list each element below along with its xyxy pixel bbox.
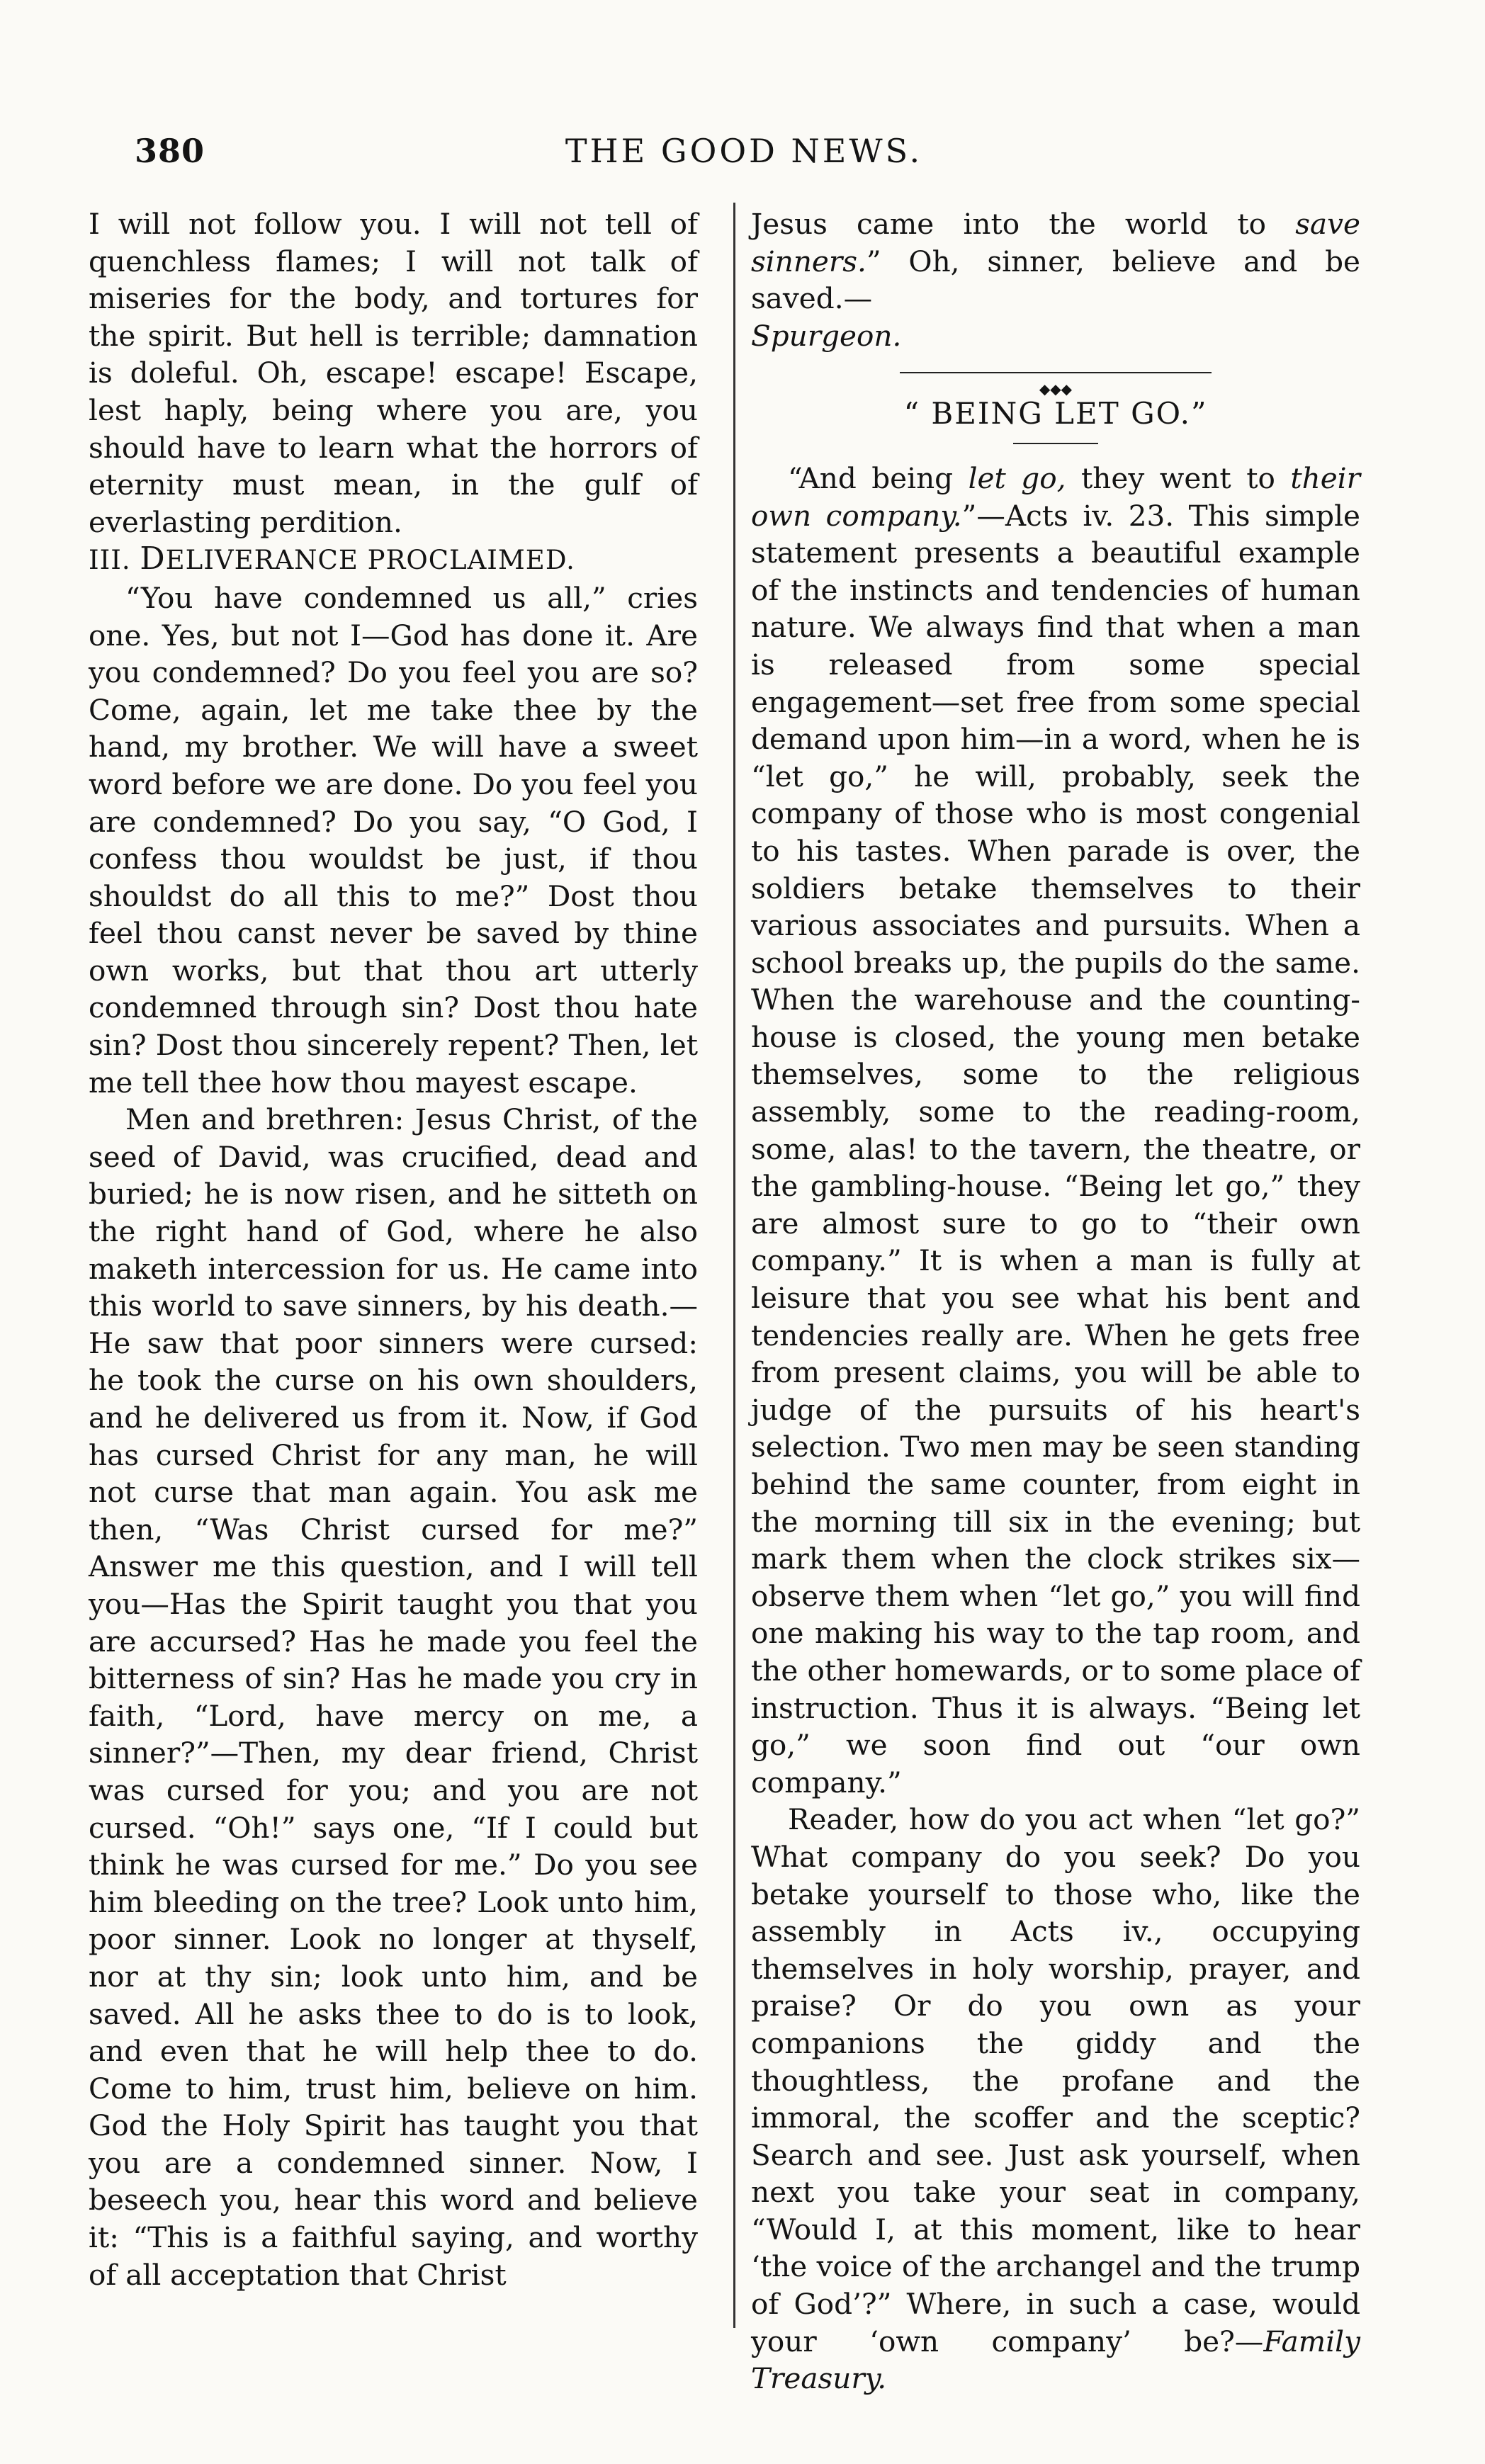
column-divider <box>733 203 735 2328</box>
continuation-text: Jesus came into the world to <box>751 207 1296 241</box>
article-title: “ BEING LET GO.” <box>903 396 1208 431</box>
section-heading-cap: D <box>140 541 166 577</box>
section-numeral: III. <box>89 545 131 576</box>
text-run: they went to <box>1066 460 1291 495</box>
continuation-end: ” Oh, sinner, believe and be saved.— <box>751 244 1360 316</box>
paragraph <box>751 460 1360 1801</box>
page-header <box>135 132 1353 174</box>
title-rule <box>1013 443 1098 444</box>
continuation-italic: save sinners. <box>751 207 1360 278</box>
right-column <box>751 205 1360 2397</box>
paragraph: “You have condemned us all,” cries one. Yes, but not I—God has done it. Are you condemned? Do you feel you are so? Come, again, let me take thee by the hand, my brother. We will have a sweet word before we are done. Do you feel you are condemned? Do you say, “O God, I confess thou wouldst be just, if thou shouldst do all this to me?” Dost thou feel thou canst never be saved by thine own works, but that thou art utterly condemned through sin? Dost thou hate sin? Dost thou sincerely repent? Then, let me tell thee how thou mayest escape. <box>89 580 698 1100</box>
ornament-line <box>900 372 1212 373</box>
text-run: ”—Acts iv. 23. This simple statement presents a beautiful example of the instincts and tendencies of human nature. We always find that when a man is released from some special engagement—set free from some special demand upon him—in a word, when he is “let go,” he will, probably, seek the company of those who is most congenial to his tastes. When parade is over, the soldiers betake themselves to their various associates and pursuits. When a school breaks up, the pupils do the same. When the warehouse and the counting-house is closed, the young men betake themselves, some to the religious assembly, some to the reading-room, some, alas! to the tavern, the theatre, or the gambling-house. “Being let go,” they are almost sure to go to “their own company.” It is when a man is fully at leisure that you see what his bent and tendencies really are. When he gets free from present claims, you will be able to judge of the pursuits of his heart's selection. Two men may be seen standing behind the same counter, from eight in the morning till six in the evening; but mark them when the clock strikes six—observe them when “let go,” you will find one making his way to the tap room, and the other homewards, or to some place of instruction. Thus it is always. “Being let go,” we soon find out “our own company.” <box>751 498 1360 1799</box>
continuation-paragraph <box>751 205 1360 354</box>
paragraph <box>751 1801 1360 2397</box>
italic-phrase: let go, <box>968 460 1066 495</box>
text-run: “And being <box>788 460 969 495</box>
text-run: Reader, how do you act when “let go?” What company do you seek? Do you betake yourself to those who, like the assembly in Acts iv., occupying themselves in holy worship, prayer, and praise? Or do you own as your companions the giddy and the thoughtless, the profane and the immoral, the scoffer and the sceptic? Search and see. Just ask yourself, when next you take your seat in company, “Would I, at this moment, like to hear ‘the voice of the archangel and the trump of God’?” Where, in such a case, would your ‘own company’ be?— <box>751 1802 1360 2358</box>
paragraph: Men and brethren: Jesus Christ, of the seed of David, was crucified, dead and buried; he is now risen, and he sitteth on the right hand of God, where he also maketh intercession for us. He came into this world to save sinners, by his death.—He saw that poor sinners were cursed: he took the curse on his own shoulders, and he delivered us from it. Now, if God has cursed Christ for any man, he will not curse that man again. You ask me then, “Was Christ cursed for me?” Answer me this question, and I will tell you—Has the Spirit taught you that you are accursed? Has he made you feel the bitterness of sin? Has he made you cry in faith, “Lord, have mercy on me, a sinner?”—Then, my dear friend, Christ was cursed for you; and you are not cursed. “Oh!” says one, “If I could but think he was cursed for me.” Do you see him bleeding on the tree? Look unto him, poor sinner. Look no longer at thyself, nor at thy sin; look unto him, and be saved. All he asks thee to do is to look, and even that he will help thee to do. Come to him, trust him, believe on him. God the Holy Spirit has taught you that you are a condemned sinner. Now, I beseech you, hear this word and believe it: “This is a faithful saying, and worthy of all acceptation that Christ <box>89 1102 698 2292</box>
section-heading <box>89 541 698 580</box>
source-signature: Family Treasury. <box>751 2324 1360 2396</box>
italic-phrase: their own company. <box>751 460 1360 533</box>
page-number: 380 <box>135 132 205 170</box>
paragraph: I will not follow you. I will not tell of quenchless flames; I will not talk of miseries for the body, and tortures for the spirit. But hell is terrible; damnation is doleful. Oh, escape! escape! Escape, lest haply, being where you are, you should have to learn what the horrors of eternity must mean, in the gulf of everlasting perdition. <box>89 207 698 539</box>
ornament-divider <box>751 366 1360 398</box>
running-title: THE GOOD NEWS. <box>565 132 923 170</box>
diamond-ornament-icon: ◆◆◆ <box>1035 382 1076 396</box>
author-signature: Spurgeon. <box>751 318 902 353</box>
left-column <box>89 205 698 2293</box>
section-heading-text: ELIVERANCE PROCLAIMED. <box>165 545 575 576</box>
